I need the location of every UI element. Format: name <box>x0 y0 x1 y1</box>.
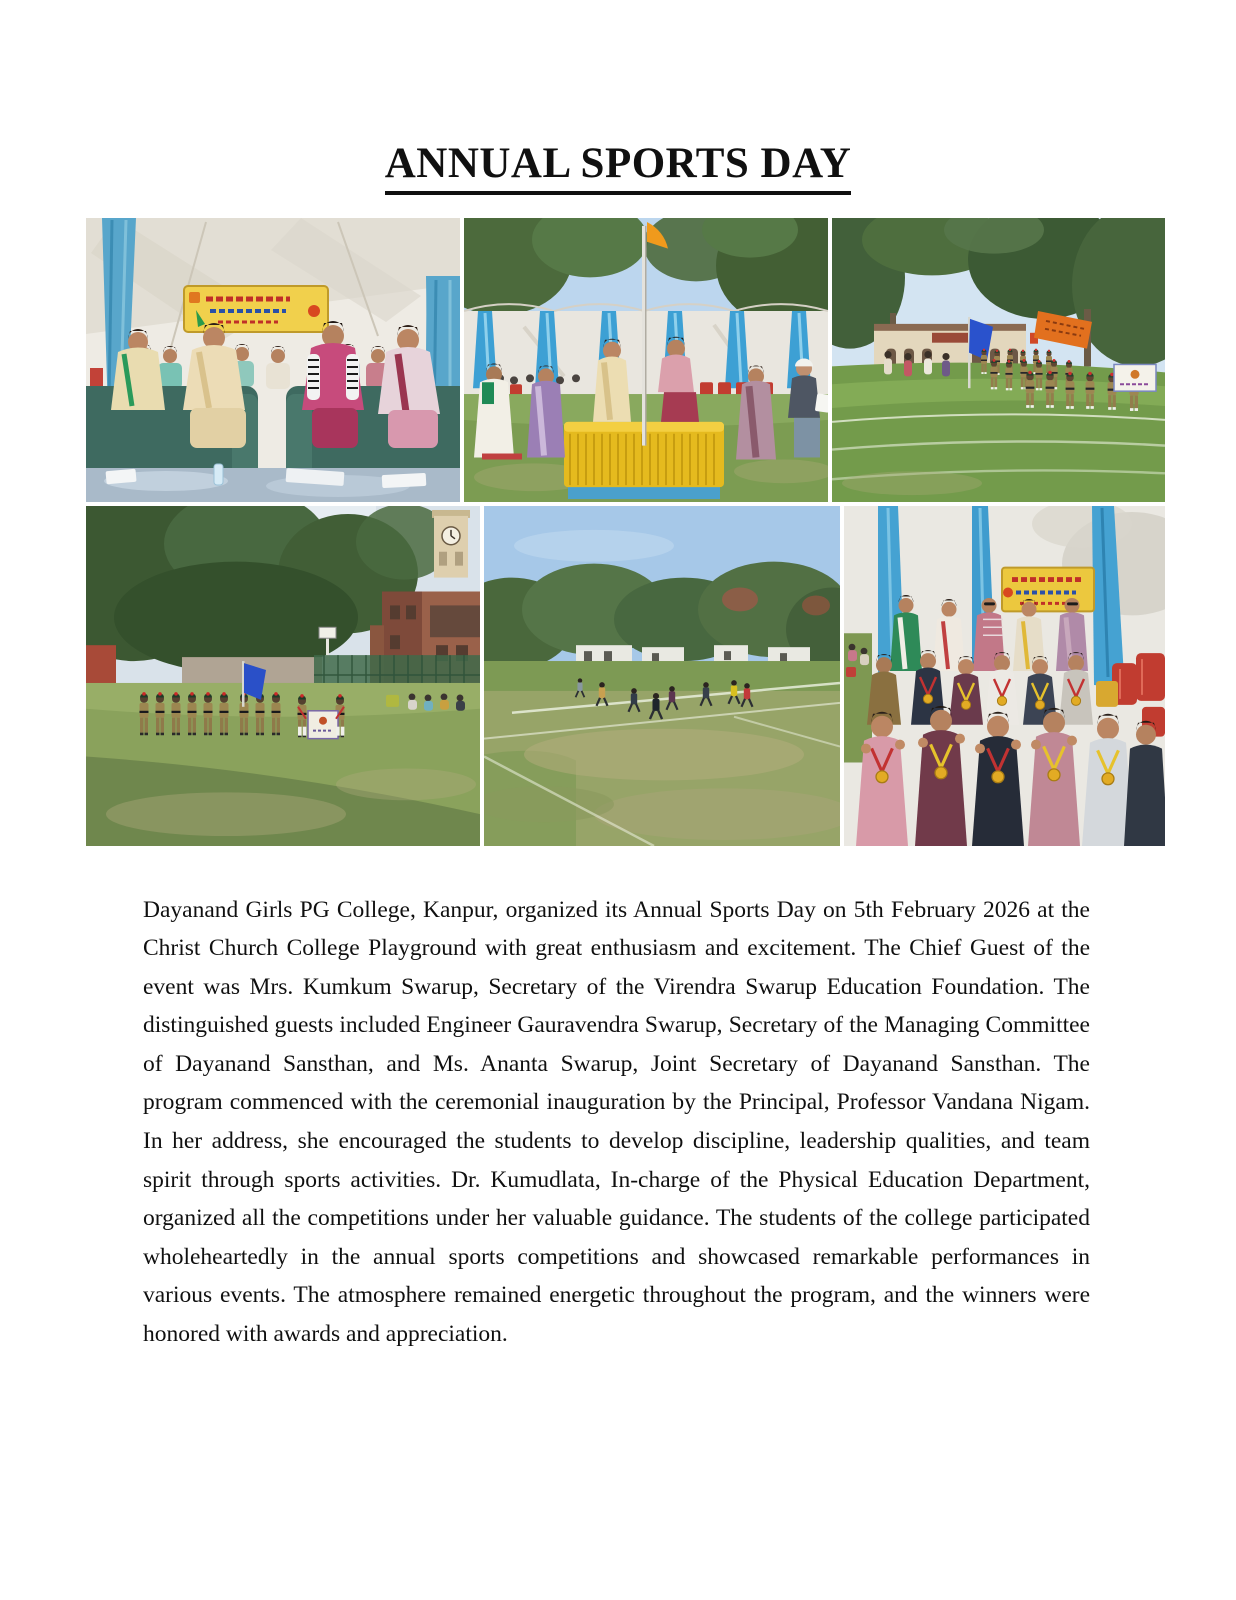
photo-race-event-art <box>484 506 840 846</box>
collage-row-bottom <box>86 506 1165 846</box>
photo-flag-hoisting-art <box>464 218 828 502</box>
photo-medal-winners <box>844 506 1165 846</box>
page-title-text: ANNUAL SPORTS DAY <box>385 140 852 195</box>
photo-march-past-art <box>832 218 1165 502</box>
photo-audience-tent-art <box>86 218 460 502</box>
page-title <box>0 139 1236 188</box>
photo-medal-winners-art <box>844 506 1165 846</box>
photo-cadet-formation <box>86 506 480 846</box>
photo-race-event <box>484 506 840 846</box>
photo-collage <box>86 218 1165 846</box>
photo-audience-tent <box>86 218 460 502</box>
photo-march-past <box>832 218 1165 502</box>
photo-cadet-formation-art <box>86 506 480 846</box>
photo-flag-hoisting <box>464 218 828 502</box>
collage-row-top <box>86 218 1165 502</box>
report-paragraph: Dayanand Girls PG College, Kanpur, organized its Annual Sports Day on 5th February 2026 at the Christ Church College Playground with great enthusiasm and excitement. The Chief Guest of the event was Mrs. Kumkum Swarup, Secretary of the Virendra Swarup Education Foundation. The distinguished guests included Engineer Gauravendra Swarup, Secretary of the Managing Committee of Dayanand Sansthan, and Ms. Ananta Swarup, Joint Secretary of Dayanand Sansthan. The program commenced with the ceremonial inauguration by the Principal, Professor Vandana Nigam. In her address, she encouraged the students to develop discipline, leadership qualities, and team spirit through sports activities. Dr. Kumudlata, In-charge of the Physical Education Department, organized all the competitions under her valuable guidance. The students of the college participated wholeheartedly in the annual sports competitions and showcased remarkable performances in various events. The atmosphere remained energetic throughout the program, and the winners were honored with awards and appreciation. <box>143 896 1090 1348</box>
